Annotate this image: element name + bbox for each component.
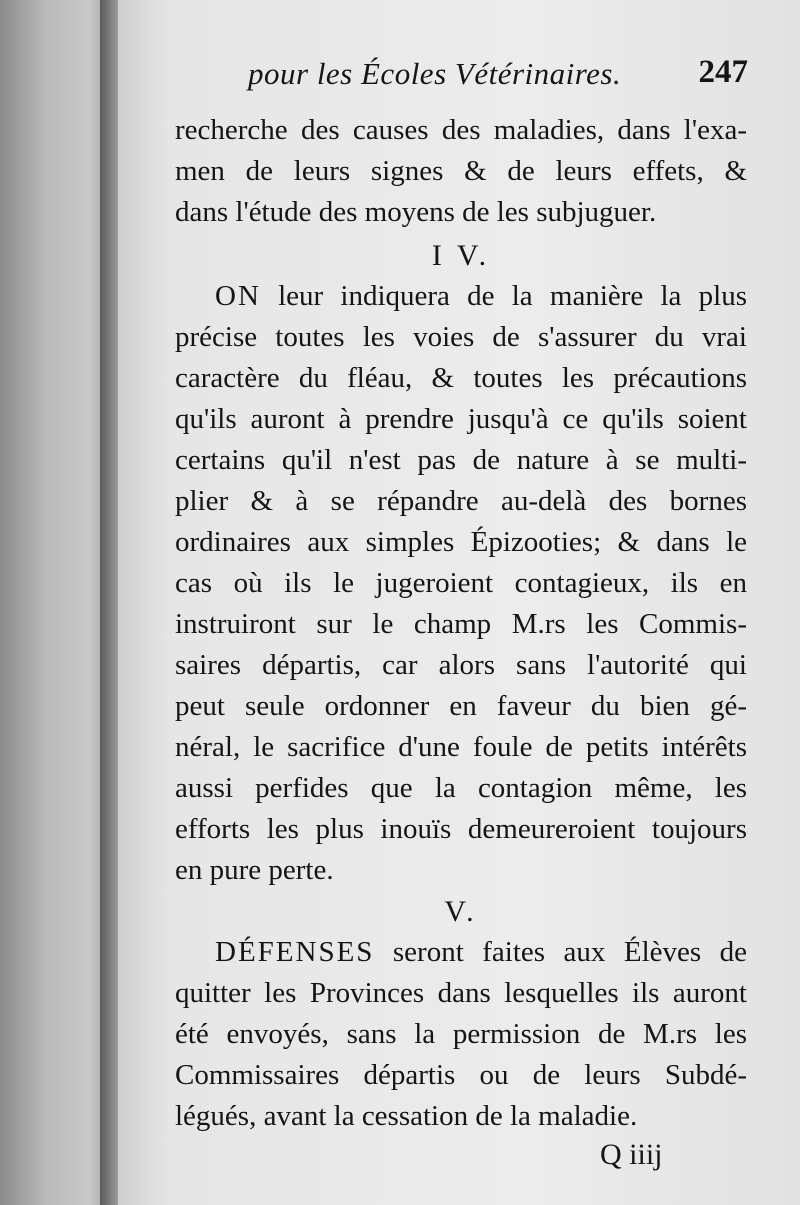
text-line: instruiront sur le champ M.rs les Commis- [175,608,747,640]
text-line: qu'ils auront à prendre jusqu'à ce qu'ils soient [175,403,747,435]
text-line: peut seule ordonner en faveur du bien gé- [175,690,747,722]
text-line [175,932,747,973]
text-line: saires départis, car alors sans l'autorité qui [175,649,747,681]
text-line: légués, avant la cessation de la maladie. [175,1100,638,1132]
page-number: 247 [698,54,748,90]
running-head-title: pour les Écoles Vétérinaires. [248,56,622,91]
text-line: caractère du fléau, & toutes les précautions [175,362,747,394]
text-line-rest: leur indiquera de la manière la plus [260,280,747,312]
text-line: efforts les plus inouïs demeureroient toujours [175,813,747,845]
text-line: cas où ils le jugeroient contagieux, ils en [175,567,747,599]
text-line: Commissaires départis ou de leurs Subdé- [175,1059,747,1091]
running-head [248,56,748,106]
section-numeral: V. [444,895,478,928]
section-first-word: DÉFENSES [215,936,375,968]
section-first-word: ON [215,280,261,312]
section-iv [175,236,747,891]
section-numeral: I V. [431,239,491,272]
text-line: men de leurs signes & de leurs effets, & [175,155,747,187]
text-line [175,276,747,317]
facing-page-edge [0,0,112,1205]
text-line: néral, le sacrifice d'une foule de petits intérêts [175,731,747,763]
text-line: ordinaires aux simples Épizooties; & dans le [175,526,747,558]
text-line: été envoyés, sans la permission de M.rs les [175,1018,747,1050]
text-line: recherche des causes des maladies, dans l'exa- [175,114,747,146]
text-line: précise toutes les voies de s'assurer du vrai [175,321,747,353]
signature-mark: Q iiij [600,1138,663,1171]
intro-paragraph [175,110,747,233]
section-v [175,892,747,1137]
text-line: plier & à se répandre au-delà des bornes [175,485,747,517]
text-line: dans l'étude des moyens de les subjuguer. [175,196,657,228]
text-line: quitter les Provinces dans lesquelles ils auront [175,977,747,1009]
text-line: certains qu'il n'est pas de nature à se multi- [175,444,747,476]
text-line: en pure perte. [175,854,334,886]
text-line: aussi perfides que la contagion même, les [175,772,747,804]
text-line-rest: seront faites aux Élèves de [374,936,747,968]
